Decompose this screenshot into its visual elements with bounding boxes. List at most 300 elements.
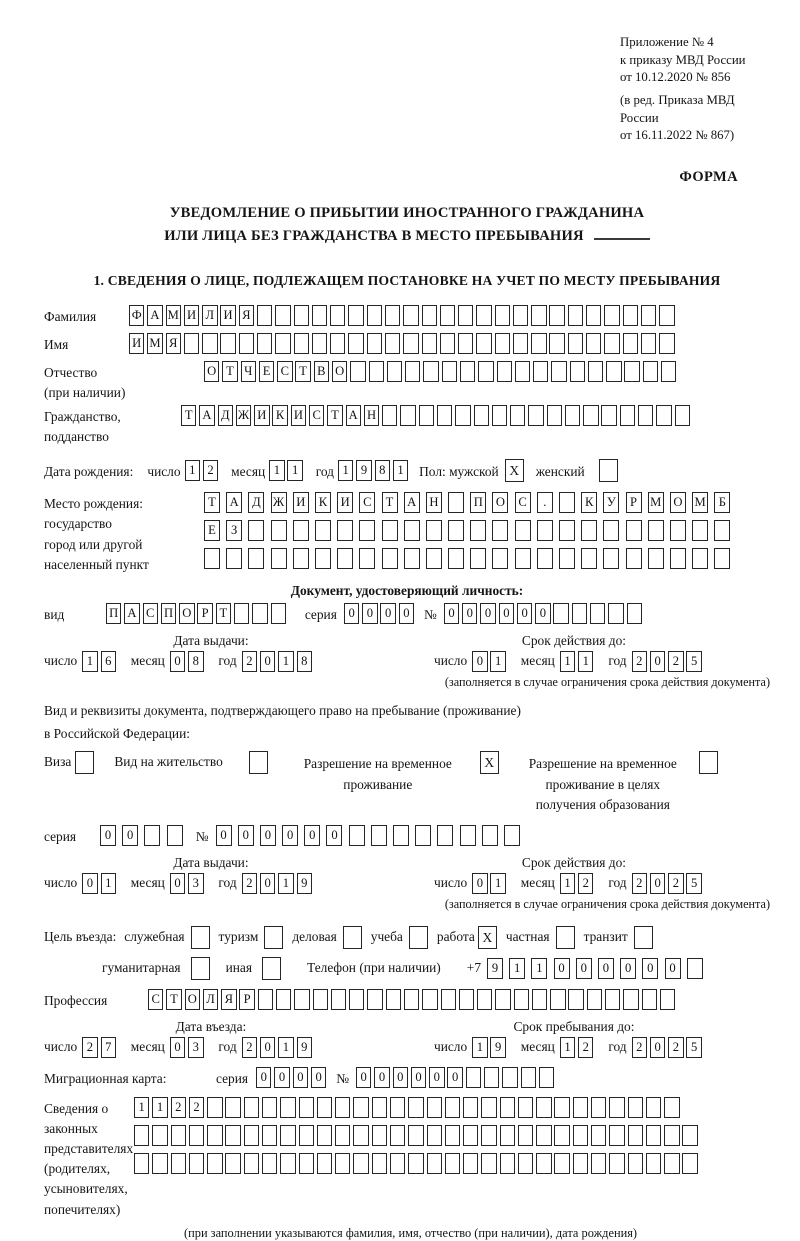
form-cell[interactable]: [331, 989, 346, 1010]
form-cell[interactable]: [670, 520, 686, 541]
form-cell[interactable]: [554, 1097, 569, 1118]
form-cell[interactable]: О: [185, 989, 200, 1010]
form-cell[interactable]: [441, 989, 456, 1010]
form-cell[interactable]: [484, 1067, 499, 1088]
form-cell[interactable]: 1: [278, 1037, 293, 1058]
form-cell[interactable]: [317, 1153, 332, 1174]
form-cell[interactable]: [455, 405, 470, 426]
form-cell[interactable]: Т: [204, 492, 220, 513]
form-cell[interactable]: [313, 989, 328, 1010]
form-cell[interactable]: [367, 333, 382, 354]
purpose-private-checkbox[interactable]: [556, 926, 575, 949]
form-cell[interactable]: Р: [197, 603, 212, 624]
visa-checkbox[interactable]: [75, 751, 94, 774]
form-cell[interactable]: [664, 1153, 679, 1174]
form-cell[interactable]: С: [148, 989, 163, 1010]
form-cell[interactable]: [189, 1153, 204, 1174]
form-cell[interactable]: 0: [362, 603, 377, 624]
form-cell[interactable]: [641, 333, 656, 354]
form-cell[interactable]: [426, 548, 442, 569]
form-cell[interactable]: [531, 333, 546, 354]
form-cell[interactable]: 0: [472, 873, 487, 894]
form-cell[interactable]: А: [124, 603, 139, 624]
form-cell[interactable]: [390, 1153, 405, 1174]
form-cell[interactable]: 0: [311, 1067, 326, 1088]
form-cell[interactable]: [275, 305, 290, 326]
form-cell[interactable]: 1: [509, 958, 525, 979]
form-cell[interactable]: 0: [260, 1037, 275, 1058]
form-cell[interactable]: [518, 1125, 533, 1146]
form-cell[interactable]: О: [492, 492, 508, 513]
form-cell[interactable]: [367, 989, 382, 1010]
form-cell[interactable]: Я: [221, 989, 236, 1010]
form-cell[interactable]: [419, 405, 434, 426]
form-cell[interactable]: [591, 1153, 606, 1174]
form-cell[interactable]: [623, 989, 638, 1010]
form-cell[interactable]: 1: [560, 1037, 575, 1058]
form-cell[interactable]: 1: [338, 460, 353, 481]
form-cell[interactable]: И: [291, 405, 306, 426]
sex-female-checkbox[interactable]: [599, 459, 618, 482]
form-cell[interactable]: [415, 825, 431, 846]
form-cell[interactable]: [225, 1125, 240, 1146]
form-cell[interactable]: [152, 1153, 167, 1174]
form-cell[interactable]: 0: [444, 603, 459, 624]
form-cell[interactable]: 0: [293, 1067, 308, 1088]
form-cell[interactable]: Т: [382, 492, 398, 513]
form-cell[interactable]: [515, 361, 530, 382]
form-cell[interactable]: Р: [626, 492, 642, 513]
form-cell[interactable]: [492, 520, 508, 541]
form-cell[interactable]: [315, 548, 331, 569]
form-cell[interactable]: [624, 361, 639, 382]
form-cell[interactable]: 1: [490, 873, 505, 894]
form-cell[interactable]: [371, 825, 387, 846]
form-cell[interactable]: М: [692, 492, 708, 513]
form-cell[interactable]: [470, 520, 486, 541]
form-cell[interactable]: [513, 305, 528, 326]
form-cell[interactable]: [408, 1097, 423, 1118]
form-cell[interactable]: [661, 361, 676, 382]
form-cell[interactable]: [470, 548, 486, 569]
form-cell[interactable]: [495, 989, 510, 1010]
form-cell[interactable]: [459, 989, 474, 1010]
form-cell[interactable]: [500, 1125, 515, 1146]
form-cell[interactable]: Н: [364, 405, 379, 426]
form-cell[interactable]: Ч: [241, 361, 256, 382]
form-cell[interactable]: [152, 1125, 167, 1146]
form-cell[interactable]: [403, 305, 418, 326]
form-cell[interactable]: 6: [101, 651, 116, 672]
form-cell[interactable]: [623, 333, 638, 354]
form-cell[interactable]: [670, 548, 686, 569]
form-cell[interactable]: [601, 405, 616, 426]
form-cell[interactable]: [573, 1125, 588, 1146]
form-cell[interactable]: [335, 1153, 350, 1174]
form-cell[interactable]: Н: [426, 492, 442, 513]
form-cell[interactable]: [386, 989, 401, 1010]
form-cell[interactable]: [537, 548, 553, 569]
form-cell[interactable]: [609, 1153, 624, 1174]
form-cell[interactable]: [437, 405, 452, 426]
form-cell[interactable]: 0: [650, 651, 665, 672]
form-cell[interactable]: 2: [203, 460, 218, 481]
residence-permit-checkbox[interactable]: [249, 751, 268, 774]
form-cell[interactable]: 2: [242, 873, 257, 894]
form-cell[interactable]: [312, 333, 327, 354]
form-cell[interactable]: А: [199, 405, 214, 426]
form-cell[interactable]: [565, 405, 580, 426]
form-cell[interactable]: 0: [344, 603, 359, 624]
purpose-official-checkbox[interactable]: [191, 926, 210, 949]
form-cell[interactable]: В: [314, 361, 329, 382]
form-cell[interactable]: [262, 1125, 277, 1146]
form-cell[interactable]: [458, 305, 473, 326]
form-cell[interactable]: 0: [82, 873, 97, 894]
form-cell[interactable]: 0: [100, 825, 116, 846]
form-cell[interactable]: [359, 548, 375, 569]
form-cell[interactable]: [427, 1153, 442, 1174]
form-cell[interactable]: [537, 520, 553, 541]
form-cell[interactable]: 2: [242, 1037, 257, 1058]
form-cell[interactable]: [628, 1153, 643, 1174]
form-cell[interactable]: Д: [218, 405, 233, 426]
form-cell[interactable]: 1: [134, 1097, 149, 1118]
form-cell[interactable]: 1: [560, 873, 575, 894]
form-cell[interactable]: Е: [259, 361, 274, 382]
form-cell[interactable]: [623, 305, 638, 326]
form-cell[interactable]: [225, 1097, 240, 1118]
form-cell[interactable]: М: [166, 305, 181, 326]
form-cell[interactable]: [312, 305, 327, 326]
form-cell[interactable]: 5: [686, 1037, 701, 1058]
form-cell[interactable]: Л: [202, 305, 217, 326]
form-cell[interactable]: А: [147, 305, 162, 326]
form-cell[interactable]: 0: [650, 1037, 665, 1058]
form-cell[interactable]: [646, 1125, 661, 1146]
form-cell[interactable]: [513, 333, 528, 354]
form-cell[interactable]: [581, 520, 597, 541]
form-cell[interactable]: [559, 492, 575, 513]
form-cell[interactable]: [271, 520, 287, 541]
form-cell[interactable]: 3: [188, 873, 203, 894]
purpose-other-checkbox[interactable]: [262, 957, 281, 980]
form-cell[interactable]: [294, 305, 309, 326]
form-cell[interactable]: 1: [287, 460, 302, 481]
form-cell[interactable]: [476, 333, 491, 354]
form-cell[interactable]: 0: [170, 1037, 185, 1058]
form-cell[interactable]: [460, 825, 476, 846]
form-cell[interactable]: 2: [242, 651, 257, 672]
form-cell[interactable]: Т: [295, 361, 310, 382]
form-cell[interactable]: 7: [101, 1037, 116, 1058]
form-cell[interactable]: [641, 305, 656, 326]
purpose-business-checkbox[interactable]: [343, 926, 362, 949]
form-cell[interactable]: [226, 548, 242, 569]
form-cell[interactable]: Т: [216, 603, 231, 624]
form-cell[interactable]: [570, 361, 585, 382]
form-cell[interactable]: 0: [499, 603, 514, 624]
form-cell[interactable]: 0: [260, 873, 275, 894]
form-cell[interactable]: [604, 305, 619, 326]
form-cell[interactable]: [426, 520, 442, 541]
form-cell[interactable]: 5: [686, 651, 701, 672]
form-cell[interactable]: [518, 1153, 533, 1174]
form-cell[interactable]: [184, 333, 199, 354]
form-cell[interactable]: [262, 1153, 277, 1174]
form-cell[interactable]: [549, 333, 564, 354]
form-cell[interactable]: А: [346, 405, 361, 426]
form-cell[interactable]: Ф: [129, 305, 144, 326]
form-cell[interactable]: 9: [487, 958, 503, 979]
form-cell[interactable]: М: [648, 492, 664, 513]
form-cell[interactable]: [271, 603, 286, 624]
form-cell[interactable]: [349, 989, 364, 1010]
form-cell[interactable]: 2: [171, 1097, 186, 1118]
form-cell[interactable]: [539, 1067, 554, 1088]
form-cell[interactable]: [244, 1097, 259, 1118]
form-cell[interactable]: [271, 548, 287, 569]
form-cell[interactable]: [608, 603, 623, 624]
form-cell[interactable]: 1: [82, 651, 97, 672]
form-cell[interactable]: 0: [304, 825, 320, 846]
form-cell[interactable]: [646, 1153, 661, 1174]
form-cell[interactable]: 9: [297, 873, 312, 894]
form-cell[interactable]: [387, 361, 402, 382]
form-cell[interactable]: [349, 825, 365, 846]
form-cell[interactable]: 1: [269, 460, 284, 481]
form-cell[interactable]: П: [470, 492, 486, 513]
form-cell[interactable]: [422, 305, 437, 326]
form-cell[interactable]: 0: [260, 825, 276, 846]
form-cell[interactable]: [515, 520, 531, 541]
form-cell[interactable]: [714, 520, 730, 541]
form-cell[interactable]: [299, 1153, 314, 1174]
form-cell[interactable]: [372, 1125, 387, 1146]
form-cell[interactable]: [518, 1097, 533, 1118]
purpose-transit-checkbox[interactable]: [634, 926, 653, 949]
form-cell[interactable]: И: [293, 492, 309, 513]
form-cell[interactable]: К: [315, 492, 331, 513]
form-cell[interactable]: [353, 1125, 368, 1146]
form-cell[interactable]: [335, 1097, 350, 1118]
form-cell[interactable]: 8: [297, 651, 312, 672]
form-cell[interactable]: 0: [170, 651, 185, 672]
form-cell[interactable]: [294, 989, 309, 1010]
form-cell[interactable]: [202, 333, 217, 354]
form-cell[interactable]: Т: [222, 361, 237, 382]
form-cell[interactable]: [239, 333, 254, 354]
form-cell[interactable]: О: [204, 361, 219, 382]
form-cell[interactable]: [682, 1125, 697, 1146]
form-cell[interactable]: [551, 361, 566, 382]
form-cell[interactable]: [477, 989, 492, 1010]
form-cell[interactable]: [638, 405, 653, 426]
form-cell[interactable]: [692, 520, 708, 541]
form-cell[interactable]: [337, 548, 353, 569]
form-cell[interactable]: 0: [374, 1067, 389, 1088]
form-cell[interactable]: [492, 405, 507, 426]
form-cell[interactable]: И: [184, 305, 199, 326]
form-cell[interactable]: [559, 548, 575, 569]
form-cell[interactable]: [404, 548, 420, 569]
form-cell[interactable]: [445, 1097, 460, 1118]
form-cell[interactable]: [550, 989, 565, 1010]
form-cell[interactable]: [463, 1097, 478, 1118]
form-cell[interactable]: [572, 603, 587, 624]
form-cell[interactable]: 8: [375, 460, 390, 481]
form-cell[interactable]: [372, 1153, 387, 1174]
form-cell[interactable]: Я: [239, 305, 254, 326]
form-cell[interactable]: [280, 1125, 295, 1146]
form-cell[interactable]: [573, 1153, 588, 1174]
temp-residence-checkbox[interactable]: X: [480, 751, 499, 774]
form-cell[interactable]: 0: [260, 651, 275, 672]
form-cell[interactable]: [437, 825, 453, 846]
form-cell[interactable]: [656, 405, 671, 426]
form-cell[interactable]: [502, 1067, 517, 1088]
form-cell[interactable]: 0: [650, 873, 665, 894]
form-cell[interactable]: [559, 520, 575, 541]
form-cell[interactable]: [171, 1125, 186, 1146]
form-cell[interactable]: [448, 548, 464, 569]
form-cell[interactable]: О: [332, 361, 347, 382]
form-cell[interactable]: 0: [393, 1067, 408, 1088]
form-cell[interactable]: [294, 333, 309, 354]
form-cell[interactable]: [536, 1153, 551, 1174]
form-cell[interactable]: С: [309, 405, 324, 426]
form-cell[interactable]: [248, 548, 264, 569]
form-cell[interactable]: [628, 1097, 643, 1118]
form-cell[interactable]: 2: [632, 1037, 647, 1058]
form-cell[interactable]: [257, 305, 272, 326]
form-cell[interactable]: [408, 1153, 423, 1174]
form-cell[interactable]: [482, 825, 498, 846]
form-cell[interactable]: [497, 361, 512, 382]
form-cell[interactable]: 0: [216, 825, 232, 846]
form-cell[interactable]: [515, 548, 531, 569]
form-cell[interactable]: [262, 1097, 277, 1118]
form-cell[interactable]: Т: [327, 405, 342, 426]
form-cell[interactable]: 0: [380, 603, 395, 624]
form-cell[interactable]: 0: [462, 603, 477, 624]
form-cell[interactable]: [460, 361, 475, 382]
purpose-work-checkbox[interactable]: X: [478, 926, 497, 949]
form-cell[interactable]: Д: [248, 492, 264, 513]
form-cell[interactable]: [648, 520, 664, 541]
form-cell[interactable]: [350, 361, 365, 382]
form-cell[interactable]: [514, 989, 529, 1010]
form-cell[interactable]: [642, 989, 657, 1010]
form-cell[interactable]: [280, 1097, 295, 1118]
form-cell[interactable]: [189, 1125, 204, 1146]
form-cell[interactable]: [481, 1097, 496, 1118]
form-cell[interactable]: [478, 361, 493, 382]
form-cell[interactable]: 0: [256, 1067, 271, 1088]
form-cell[interactable]: [664, 1125, 679, 1146]
form-cell[interactable]: [422, 989, 437, 1010]
form-cell[interactable]: [207, 1097, 222, 1118]
form-cell[interactable]: 1: [578, 651, 593, 672]
form-cell[interactable]: [573, 1097, 588, 1118]
form-cell[interactable]: 0: [274, 1067, 289, 1088]
form-cell[interactable]: 0: [122, 825, 138, 846]
form-cell[interactable]: [171, 1153, 186, 1174]
form-cell[interactable]: [463, 1125, 478, 1146]
form-cell[interactable]: [258, 989, 273, 1010]
form-cell[interactable]: [604, 333, 619, 354]
form-cell[interactable]: [531, 305, 546, 326]
form-cell[interactable]: [609, 1125, 624, 1146]
form-cell[interactable]: [385, 305, 400, 326]
form-cell[interactable]: [359, 520, 375, 541]
form-cell[interactable]: [682, 1153, 697, 1174]
form-cell[interactable]: П: [161, 603, 176, 624]
form-cell[interactable]: [422, 333, 437, 354]
form-cell[interactable]: [408, 1125, 423, 1146]
form-cell[interactable]: [532, 989, 547, 1010]
form-cell[interactable]: [367, 305, 382, 326]
form-cell[interactable]: [448, 520, 464, 541]
form-cell[interactable]: 1: [531, 958, 547, 979]
form-cell[interactable]: [463, 1153, 478, 1174]
form-cell[interactable]: [445, 1125, 460, 1146]
form-cell[interactable]: [568, 305, 583, 326]
form-cell[interactable]: [440, 333, 455, 354]
form-cell[interactable]: [317, 1097, 332, 1118]
form-cell[interactable]: [500, 1153, 515, 1174]
form-cell[interactable]: 0: [472, 651, 487, 672]
form-cell[interactable]: И: [129, 333, 144, 354]
form-cell[interactable]: [404, 989, 419, 1010]
form-cell[interactable]: [536, 1125, 551, 1146]
form-cell[interactable]: [476, 305, 491, 326]
form-cell[interactable]: [382, 548, 398, 569]
purpose-tourism-checkbox[interactable]: [264, 926, 283, 949]
form-cell[interactable]: [626, 548, 642, 569]
form-cell[interactable]: [481, 1153, 496, 1174]
form-cell[interactable]: 1: [101, 873, 116, 894]
form-cell[interactable]: К: [272, 405, 287, 426]
form-cell[interactable]: Ж: [236, 405, 251, 426]
form-cell[interactable]: [144, 825, 160, 846]
form-cell[interactable]: [660, 989, 675, 1010]
form-cell[interactable]: [495, 305, 510, 326]
form-cell[interactable]: [606, 361, 621, 382]
form-cell[interactable]: [393, 825, 409, 846]
form-cell[interactable]: 3: [188, 1037, 203, 1058]
form-cell[interactable]: 2: [82, 1037, 97, 1058]
form-cell[interactable]: [554, 1125, 569, 1146]
form-cell[interactable]: 0: [554, 958, 570, 979]
form-cell[interactable]: [495, 333, 510, 354]
form-cell[interactable]: [134, 1153, 149, 1174]
form-cell[interactable]: [280, 1153, 295, 1174]
form-cell[interactable]: [590, 603, 605, 624]
form-cell[interactable]: 0: [282, 825, 298, 846]
form-cell[interactable]: 9: [490, 1037, 505, 1058]
form-cell[interactable]: [257, 333, 272, 354]
form-cell[interactable]: 0: [411, 1067, 426, 1088]
form-cell[interactable]: 1: [185, 460, 200, 481]
form-cell[interactable]: [536, 1097, 551, 1118]
form-cell[interactable]: 0: [517, 603, 532, 624]
form-cell[interactable]: [167, 825, 183, 846]
form-cell[interactable]: [293, 548, 309, 569]
form-cell[interactable]: Б: [714, 492, 730, 513]
form-cell[interactable]: [372, 1097, 387, 1118]
form-cell[interactable]: Е: [204, 520, 220, 541]
